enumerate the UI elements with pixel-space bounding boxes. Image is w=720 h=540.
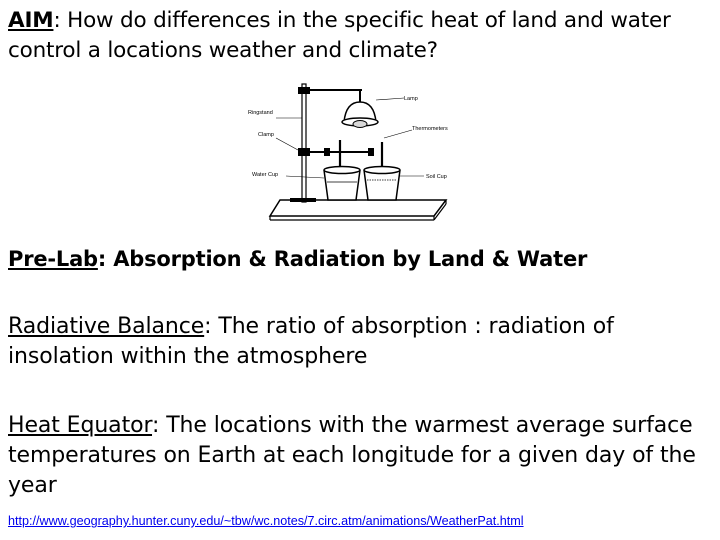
prelab-label: Pre-Lab <box>8 247 98 271</box>
definition-term: Heat Equator <box>8 413 153 438</box>
ringstand-label: Ringstand <box>248 110 273 116</box>
definition-text: : The locations with the warmest average surface temperatures on Earth at each longitude for a given day of the year <box>8 413 696 498</box>
soil-cup-label: Soil Cup <box>426 174 447 180</box>
clamp-label: Clamp <box>258 132 274 138</box>
definition-heat-equator <box>8 411 716 501</box>
water-cup-label: Water Cup <box>252 172 279 178</box>
prelab-heading <box>8 244 587 274</box>
aim-statement <box>8 6 716 66</box>
aim-question: : How do differences in the specific heat of land and water control a locations weather and climate? <box>8 8 671 63</box>
lab-setup-illustration <box>232 78 460 230</box>
definition-term: Radiative Balance <box>8 314 205 339</box>
definition-radiative-balance <box>8 312 716 372</box>
lamp-label: Lamp <box>404 96 418 102</box>
aim-label: AIM <box>8 8 54 33</box>
thermometers-label: Thermometers <box>412 126 448 132</box>
prelab-title: : Absorption & Radiation by Land & Water <box>97 247 588 271</box>
definition-text: : The ratio of absorption : radiation of insolation within the atmosphere <box>8 314 614 369</box>
reference-link[interactable]: http://www.geography.hunter.cuny.edu/~tbw/wc.notes/7.circ.atm/animations/WeatherPat.html <box>8 514 524 528</box>
lab-setup-diagram <box>232 78 460 230</box>
